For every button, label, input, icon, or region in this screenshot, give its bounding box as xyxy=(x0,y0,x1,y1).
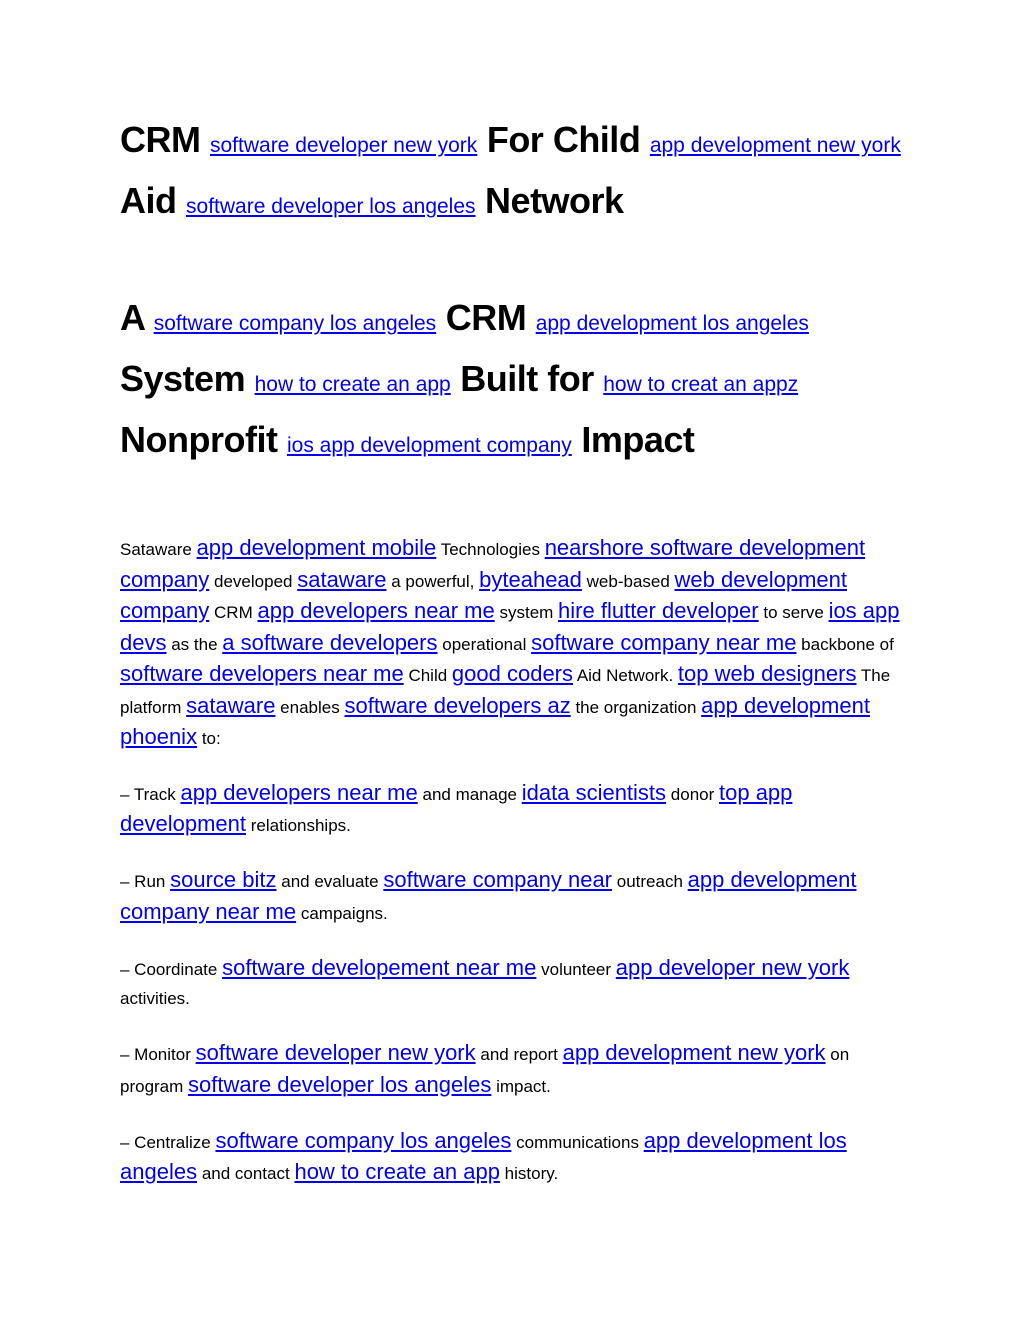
keyword-link[interactable]: hire flutter developer xyxy=(558,598,759,623)
keyword-link[interactable]: software developers az xyxy=(344,692,571,718)
text-run: – Run xyxy=(120,872,166,891)
keyword-link[interactable]: sataware xyxy=(297,566,387,592)
text-run: donor xyxy=(670,784,715,804)
keyword-link[interactable]: software developers near me xyxy=(120,661,404,686)
text-run: on program xyxy=(120,1045,850,1096)
text-run: – Monitor xyxy=(120,1045,191,1064)
text-run: CRM xyxy=(214,603,253,622)
text-run: the organization xyxy=(575,697,697,717)
text-run: system xyxy=(499,603,554,622)
keyword-link[interactable]: how to creat an appz xyxy=(603,373,799,396)
text-run: web-based xyxy=(586,571,670,591)
keyword-link[interactable]: app development phoenix xyxy=(120,692,870,749)
text-run: Built for xyxy=(460,358,594,399)
bullet-item xyxy=(120,778,910,841)
keyword-link[interactable]: software developer los angeles xyxy=(188,1071,492,1097)
keyword-link[interactable]: software company los angeles xyxy=(215,1127,512,1153)
keyword-link[interactable]: web development company xyxy=(120,566,847,623)
text-run: – Coordinate xyxy=(120,959,218,979)
bullet-item xyxy=(120,865,910,928)
keyword-link[interactable]: app development company near me xyxy=(120,867,857,924)
keyword-link[interactable]: idata scientists xyxy=(521,779,667,805)
text-run: Aid xyxy=(120,180,177,221)
text-run: impact. xyxy=(496,1076,551,1096)
text-run: history. xyxy=(504,1164,559,1183)
body-section xyxy=(120,533,910,1189)
keyword-link[interactable]: app developers near me xyxy=(180,779,418,805)
bullet-item xyxy=(120,1038,910,1101)
intro-paragraph xyxy=(120,533,910,754)
text-run: and manage xyxy=(422,784,518,804)
heading-1 xyxy=(120,112,910,234)
text-run: For Child xyxy=(486,119,641,160)
keyword-link[interactable]: how to create an app xyxy=(294,1159,500,1184)
keyword-link[interactable]: a software developers xyxy=(222,629,438,655)
text-run: Sataware xyxy=(120,540,192,559)
text-run: backbone of xyxy=(801,634,894,654)
text-run: and report xyxy=(480,1045,558,1064)
keyword-link[interactable]: app development mobile xyxy=(196,535,437,560)
document-content xyxy=(120,112,910,1189)
text-run: as the xyxy=(171,634,218,654)
text-run: outreach xyxy=(616,872,683,891)
keyword-link[interactable]: ios app development company xyxy=(286,434,572,457)
keyword-link[interactable]: software company los angeles xyxy=(153,312,437,335)
keyword-link[interactable]: software developer new york xyxy=(195,1040,476,1065)
keyword-link[interactable]: nearshore software development company xyxy=(120,535,866,592)
text-run: and evaluate xyxy=(281,872,379,891)
text-run: volunteer xyxy=(541,959,612,979)
text-run: CRM xyxy=(445,297,527,338)
text-run: operational xyxy=(442,634,527,654)
text-run: Network xyxy=(485,180,624,221)
text-run: activities. xyxy=(120,989,190,1008)
bullet-list xyxy=(120,778,910,1189)
text-run: enables xyxy=(280,697,340,717)
text-run: communications xyxy=(516,1132,639,1152)
text-run: a powerful, xyxy=(391,571,475,591)
text-run: – Centralize xyxy=(120,1132,211,1152)
text-run: – Track xyxy=(120,784,176,804)
keyword-link[interactable]: source bitz xyxy=(170,867,277,892)
keyword-link[interactable]: software company near xyxy=(383,867,613,892)
keyword-link[interactable]: top app development xyxy=(120,779,793,836)
text-run: to: xyxy=(201,729,221,748)
text-run: to serve xyxy=(763,603,824,622)
keyword-link[interactable]: ios app devs xyxy=(120,598,900,655)
keyword-link[interactable]: software company near me xyxy=(531,629,797,655)
text-run: System xyxy=(120,358,246,399)
text-run: Aid Network. xyxy=(576,666,674,685)
keyword-link[interactable]: software developer los angeles xyxy=(186,195,476,218)
text-run: developed xyxy=(214,571,293,591)
text-run: Child xyxy=(408,666,448,685)
text-run: Nonprofit xyxy=(120,419,278,460)
keyword-link[interactable]: app development new york xyxy=(649,134,901,157)
bullet-item xyxy=(120,953,910,1014)
keyword-link[interactable]: good coders xyxy=(451,661,574,686)
keyword-link[interactable]: how to create an app xyxy=(254,373,451,396)
keyword-link[interactable]: byteahead xyxy=(479,566,582,592)
keyword-link[interactable]: top web designers xyxy=(677,661,857,686)
text-run: Technologies xyxy=(440,540,540,559)
keyword-link[interactable]: app developer new york xyxy=(615,954,850,980)
keyword-link[interactable]: app developers near me xyxy=(257,598,495,623)
bullet-item xyxy=(120,1126,910,1189)
keyword-link[interactable]: app development los angeles xyxy=(535,312,809,335)
keyword-link[interactable]: sataware xyxy=(186,692,276,718)
text-run: A xyxy=(120,297,145,338)
keyword-link[interactable]: app development los angeles xyxy=(120,1127,847,1184)
text-run: and contact xyxy=(201,1164,290,1183)
text-run: campaigns. xyxy=(300,903,388,923)
heading-2 xyxy=(120,290,910,473)
text-run: Impact xyxy=(581,419,695,460)
text-run: The platform xyxy=(120,666,891,717)
keyword-link[interactable]: software developement near me xyxy=(222,954,537,980)
keyword-link[interactable]: app development new york xyxy=(562,1040,826,1065)
keyword-link[interactable]: software developer new york xyxy=(210,134,478,157)
text-run: CRM xyxy=(120,119,201,160)
text-run: relationships. xyxy=(250,816,351,835)
